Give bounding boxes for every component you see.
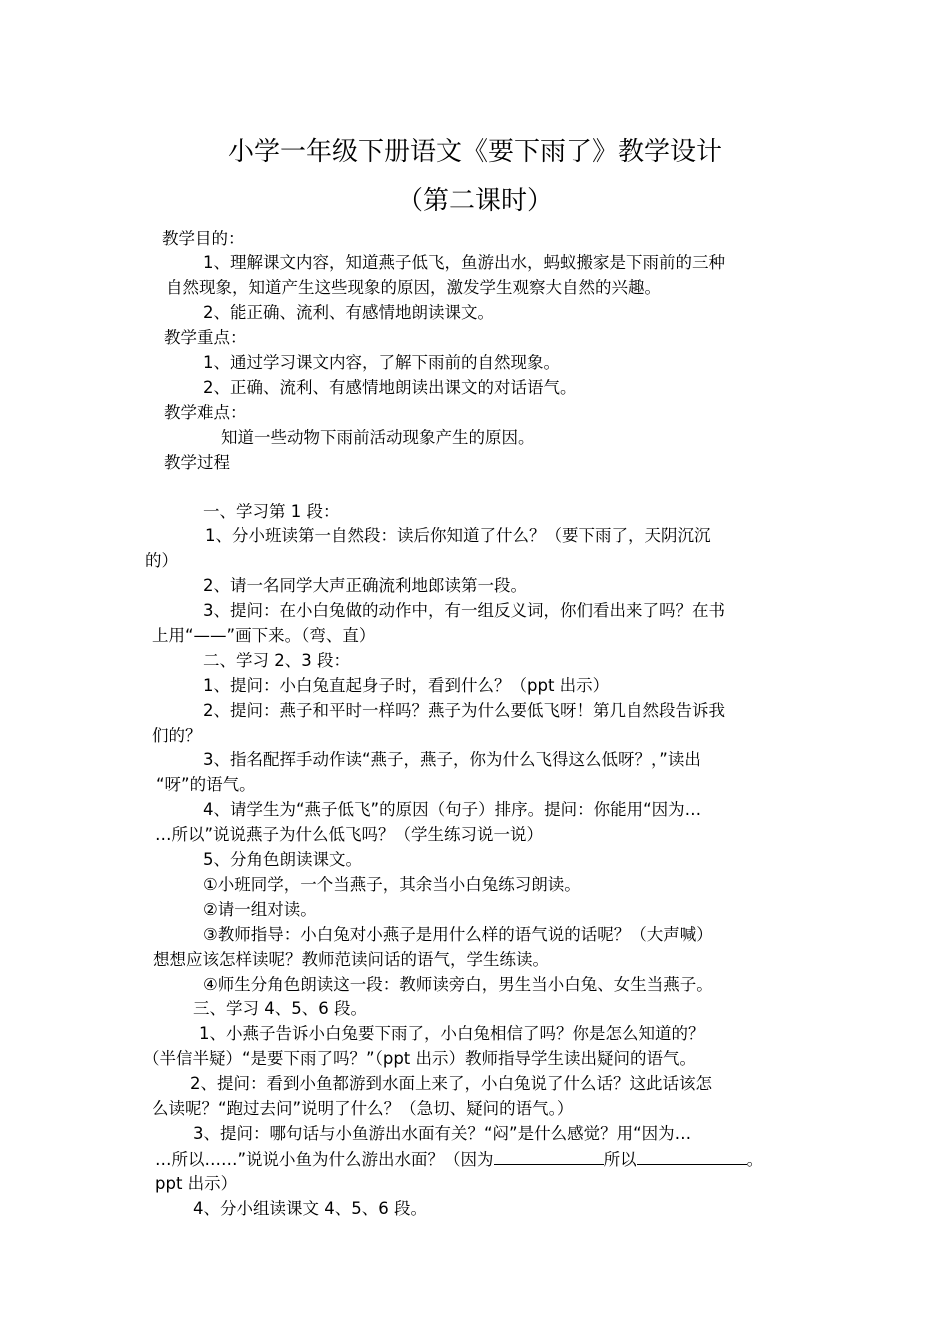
paragraph-line: 3、提问：哪句话与小鱼游出水面有关？“闷”是什么感觉？用“因为… xyxy=(193,1124,692,1143)
paragraph-line: ③教师指导：小白兔对小燕子是用什么样的语气说的话呢？（大声喊） xyxy=(203,925,713,944)
paragraph-line: 的） xyxy=(145,551,178,570)
document-subtitle: （第二课时） xyxy=(396,186,553,216)
paragraph-line: （半信半疑）“是要下雨了吗？”（ppt 出示）教师指导学生读出疑问的语气。 xyxy=(143,1049,697,1068)
paragraph-line: ④师生分角色朗读这一段：教师读旁白，男生当小白兔、女生当燕子。 xyxy=(203,975,713,994)
text-segment: 所以 xyxy=(603,1150,637,1169)
paragraph-line: ppt 出示） xyxy=(155,1174,238,1193)
paragraph-line: 4、请学生为“燕子低飞”的原因（句子）排序。提问：你能用“因为… xyxy=(203,800,702,819)
subsection-heading: 一、学习第 1 段： xyxy=(203,502,340,521)
text-segment: …所以……”说说小鱼为什么游出水面？（因为 xyxy=(155,1150,494,1169)
paragraph-line: 上用“——”画下来。（弯、直） xyxy=(152,626,376,645)
paragraph-line: 1、分小班读第一自然段：读后你知道了什么？（要下雨了，天阴沉沉 xyxy=(205,526,711,545)
section-heading-key-points: 教学重点： xyxy=(164,328,247,347)
paragraph-line: 2、请一名同学大声正确流利地郎读第一段。 xyxy=(203,576,527,595)
document-title: 小学一年级下册语文《要下雨了》教学设计 xyxy=(227,137,722,167)
section-heading-difficulties: 教学难点： xyxy=(164,403,247,422)
paragraph-line: 3、提问：在小白兔做的动作中，有一组反义词，你们看出来了吗？在书 xyxy=(203,601,725,620)
paragraph-line-with-blanks xyxy=(155,1147,763,1172)
section-heading-objectives: 教学目的： xyxy=(162,229,245,248)
paragraph-line: 想想应该怎样读呢？教师范读问话的语气，学生练读。 xyxy=(153,950,549,969)
fill-in-blank xyxy=(637,1147,747,1165)
paragraph-line: 1、小燕子告诉小白兔要下雨了，小白兔相信了吗？你是怎么知道的？ xyxy=(199,1024,705,1043)
paragraph-line: 1、通过学习课文内容，了解下雨前的自然现象。 xyxy=(203,353,560,372)
subsection-heading: 三、学习 4、5、6 段。 xyxy=(193,999,367,1018)
subsection-heading: 二、学习 2、3 段： xyxy=(203,651,350,670)
paragraph-line: 2、能正确、流利、有感情地朗读课文。 xyxy=(203,303,494,322)
paragraph-line: 5、分角色朗读课文。 xyxy=(203,850,362,869)
paragraph-line: ②请一组对读。 xyxy=(203,900,317,919)
paragraph-line: ①小班同学，一个当燕子，其余当小白兔练习朗读。 xyxy=(203,875,581,894)
paragraph-line: 么读呢？“跑过去问”说明了什么？（急切、疑问的语气。） xyxy=(152,1099,574,1118)
paragraph-line: 1、理解课文内容，知道燕子低飞，鱼游出水，蚂蚁搬家是下雨前的三种 xyxy=(203,253,725,272)
paragraph-line: 3、指名配挥手动作读“燕子，燕子，你为什么飞得这么低呀？，”读出 xyxy=(203,750,701,769)
paragraph-line: 1、提问：小白兔直起身子时，看到什么？（ppt 出示） xyxy=(203,676,610,695)
paragraph-line: 知道一些动物下雨前活动现象产生的原因。 xyxy=(221,428,535,447)
paragraph-line: 们的？ xyxy=(152,726,202,745)
fill-in-blank xyxy=(494,1147,604,1165)
paragraph-line: 2、提问：看到小鱼都游到水面上来了，小白兔说了什么话？这此话该怎 xyxy=(190,1074,712,1093)
paragraph-line: …所以”说说燕子为什么低飞吗？（学生练习说一说） xyxy=(155,825,544,844)
paragraph-line: “呀”的语气。 xyxy=(156,775,256,794)
section-heading-process: 教学过程 xyxy=(164,453,230,472)
paragraph-line: 2、正确、流利、有感情地朗读出课文的对话语气。 xyxy=(203,378,577,397)
text-segment: 。 xyxy=(746,1150,764,1169)
paragraph-line: 4、分小组读课文 4、5、6 段。 xyxy=(193,1199,427,1218)
paragraph-line: 2、提问：燕子和平时一样吗？燕子为什么要低飞呀！第几自然段告诉我 xyxy=(203,701,725,720)
paragraph-line: 自然现象，知道产生这些现象的原因，激发学生观察大自然的兴趣。 xyxy=(166,278,661,297)
